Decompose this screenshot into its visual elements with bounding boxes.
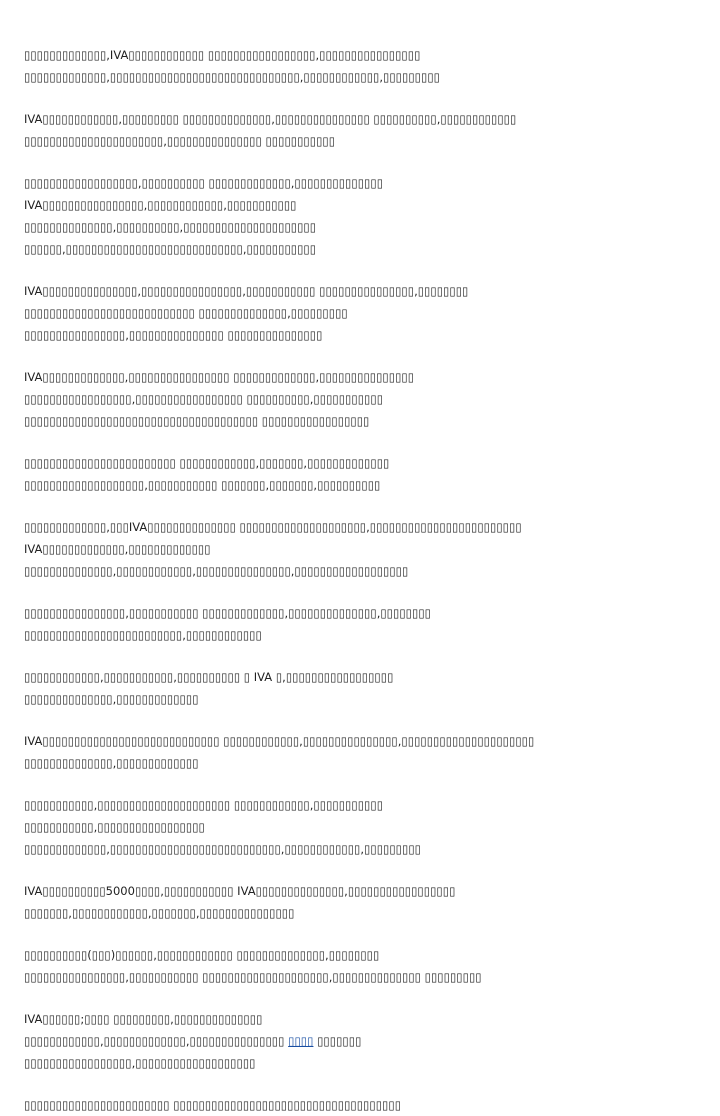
text-line: ▯▯▯▯▯▯▯▯▯▯▯▯▯,▯▯▯IVA▯▯▯▯▯▯▯▯▯▯▯▯▯▯ ▯▯▯▯▯▯▯▯▯▯▯▯▯▯▯▯▯▯▯▯,▯▯▯▯▯▯▯▯▯▯▯▯▯▯▯▯▯▯▯▯▯▯▯▯ [24, 520, 522, 534]
text-line: IVA▯▯▯▯▯▯▯▯▯▯5000▯▯▯▯,▯▯▯▯▯▯▯▯▯▯▯ IVA▯▯▯▯▯▯▯▯▯▯▯▯▯▯,▯▯▯▯▯▯▯▯▯▯▯▯▯▯▯▯▯ [24, 884, 456, 898]
text-line: IVA▯▯▯▯▯▯▯▯▯▯▯▯▯▯▯▯▯▯▯▯▯▯▯▯▯▯▯▯ ▯▯▯▯▯▯▯▯▯▯▯▯,▯▯▯▯▯▯▯▯▯▯▯▯▯▯▯,▯▯▯▯▯▯▯▯▯▯▯▯▯▯▯▯▯▯▯▯▯ [24, 734, 535, 748]
text-line: ▯▯▯▯▯▯▯▯▯▯▯▯▯,▯▯▯▯▯▯▯▯▯▯▯▯▯▯▯▯▯▯▯▯▯▯▯▯▯▯▯▯▯▯,▯▯▯▯▯▯▯▯▯▯▯▯,▯▯▯▯▯▯▯▯▯ [24, 70, 440, 84]
paragraph [24, 794, 696, 860]
paragraph [24, 730, 696, 774]
text-line: ▯▯▯▯▯▯▯▯▯▯▯▯▯▯▯▯▯▯▯▯▯▯▯▯ ▯▯▯▯▯▯▯▯▯▯▯▯,▯▯▯▯▯▯▯,▯▯▯▯▯▯▯▯▯▯▯▯▯ [24, 456, 390, 470]
text-line: ▯▯▯▯▯▯▯▯▯▯▯▯▯▯▯▯▯▯▯▯▯▯▯ ▯▯▯▯▯▯▯▯▯▯▯▯▯▯▯▯▯▯▯▯▯▯▯▯▯▯▯▯▯▯▯▯▯▯▯▯ [24, 1098, 402, 1112]
text-line: ▯▯▯▯▯▯▯▯▯▯▯▯▯▯▯▯▯,▯▯▯▯▯▯▯▯▯▯▯▯▯▯▯▯▯ ▯▯▯▯▯▯▯▯▯▯,▯▯▯▯▯▯▯▯▯▯▯ [24, 392, 384, 406]
paragraph [24, 516, 696, 582]
text-line: ▯▯▯▯▯▯▯▯▯▯▯▯▯▯,▯▯▯▯▯▯▯▯▯▯,▯▯▯▯▯▯▯▯▯▯▯▯▯▯▯▯▯▯▯▯▯ [24, 220, 317, 234]
paragraph [24, 1094, 696, 1116]
paragraph [24, 44, 696, 88]
text-line: IVA▯▯▯▯▯▯▯▯▯▯▯▯▯,▯▯▯▯▯▯▯▯▯▯▯▯▯ [24, 542, 211, 556]
text-line: ▯▯▯▯▯▯▯▯▯▯▯▯▯▯▯▯▯▯▯▯▯▯▯▯▯▯▯▯▯▯▯▯▯▯▯▯▯ ▯▯▯▯▯▯▯▯▯▯▯▯▯▯▯▯▯ [24, 414, 370, 428]
text-line: ▯▯▯▯▯▯▯▯▯▯▯▯▯▯▯▯▯,▯▯▯▯▯▯▯▯▯▯▯▯▯▯▯▯▯▯▯ [24, 1056, 256, 1070]
text-line: ▯▯▯▯▯▯▯▯▯▯▯▯▯▯,▯▯▯▯▯▯▯▯▯▯▯▯▯ [24, 756, 199, 770]
text-line: IVA▯▯▯▯▯▯▯▯▯▯▯▯▯▯▯,▯▯▯▯▯▯▯▯▯▯▯▯▯▯▯▯,▯▯▯▯▯▯▯▯▯▯▯ ▯▯▯▯▯▯▯▯▯▯▯▯▯▯▯,▯▯▯▯▯▯▯▯ [24, 284, 469, 298]
paragraph [24, 944, 696, 988]
paragraph [24, 452, 696, 496]
text-line: ▯▯▯▯▯▯▯▯▯▯(▯▯▯)▯▯▯▯▯▯,▯▯▯▯▯▯▯▯▯▯▯▯ ▯▯▯▯▯▯▯▯▯▯▯▯▯▯,▯▯▯▯▯▯▯▯ [24, 948, 380, 962]
text-line: ▯▯▯▯▯▯▯▯▯▯▯▯▯▯▯▯▯▯▯▯▯▯▯▯▯▯▯ ▯▯▯▯▯▯▯▯▯▯▯▯▯▯,▯▯▯▯▯▯▯▯▯ [24, 306, 348, 320]
text-line: ▯▯▯▯▯▯▯▯▯▯▯▯▯▯▯▯▯▯,▯▯▯▯▯▯▯▯▯▯ ▯▯▯▯▯▯▯▯▯▯▯▯▯,▯▯▯▯▯▯▯▯▯▯▯▯▯▯ [24, 176, 384, 190]
text-line: IVA▯▯▯▯▯▯▯▯▯▯▯▯▯,▯▯▯▯▯▯▯▯▯▯▯▯▯▯▯▯ ▯▯▯▯▯▯▯▯▯▯▯▯▯,▯▯▯▯▯▯▯▯▯▯▯▯▯▯▯ [24, 370, 415, 384]
paragraph [24, 366, 696, 432]
paragraph [24, 172, 696, 260]
text-line: ▯▯▯▯▯▯▯▯▯▯▯,▯▯▯▯▯▯▯▯▯▯▯▯▯▯▯▯▯▯▯▯▯ ▯▯▯▯▯▯▯▯▯▯▯▯,▯▯▯▯▯▯▯▯▯▯▯ [24, 798, 384, 812]
text-line: ▯▯▯▯▯▯▯▯▯▯▯▯▯▯,▯▯▯▯▯▯▯▯▯▯▯▯,▯▯▯▯▯▯▯▯▯▯▯▯▯▯▯,▯▯▯▯▯▯▯▯▯▯▯▯▯▯▯▯▯▯ [24, 564, 409, 578]
text-line: ▯▯▯▯▯▯▯▯▯▯▯▯▯▯▯▯,▯▯▯▯▯▯▯▯▯▯▯ ▯▯▯▯▯▯▯▯▯▯▯▯▯,▯▯▯▯▯▯▯▯▯▯▯▯▯▯,▯▯▯▯▯▯▯▯ [24, 606, 431, 620]
text-line: IVA▯▯▯▯▯▯▯▯▯▯▯▯▯▯▯▯,▯▯▯▯▯▯▯▯▯▯▯▯,▯▯▯▯▯▯▯▯▯▯▯ [24, 198, 297, 212]
text-line: ▯▯▯▯▯▯▯▯▯▯▯▯,▯▯▯▯▯▯▯▯▯▯▯,▯▯▯▯▯▯▯▯▯▯ ▯ IVA ▯,▯▯▯▯▯▯▯▯▯▯▯▯▯▯▯▯▯ [24, 670, 394, 684]
text-line: ▯▯▯▯▯▯▯▯▯▯▯,▯▯▯▯▯▯▯▯▯▯▯▯▯▯▯▯▯ [24, 820, 205, 834]
text-line: ▯▯▯▯▯▯▯▯▯▯▯▯▯▯▯▯,▯▯▯▯▯▯▯▯▯▯▯ ▯▯▯▯▯▯▯▯▯▯▯▯▯▯▯▯▯▯▯▯,▯▯▯▯▯▯▯▯▯▯▯▯▯▯ ▯▯▯▯▯▯▯▯▯ [24, 970, 482, 984]
paragraph [24, 602, 696, 646]
text-line: ▯▯▯▯▯▯▯,▯▯▯▯▯▯▯▯▯▯▯▯,▯▯▯▯▯▯▯,▯▯▯▯▯▯▯▯▯▯▯▯▯▯▯ [24, 906, 295, 920]
text-line [24, 1030, 696, 1052]
text-line: ▯▯▯▯▯▯▯▯▯▯▯▯▯▯,▯▯▯▯▯▯▯▯▯▯▯▯▯ [24, 692, 199, 706]
text-line: IVA▯▯▯▯▯▯;▯▯▯▯ ▯▯▯▯▯▯▯▯▯,▯▯▯▯▯▯▯▯▯▯▯▯▯▯ [24, 1012, 263, 1026]
text-line: ▯▯▯▯▯▯▯▯▯▯▯▯▯▯▯▯,▯▯▯▯▯▯▯▯▯▯▯▯▯▯▯ ▯▯▯▯▯▯▯▯▯▯▯▯▯▯▯ [24, 328, 323, 342]
text-line: ▯▯▯▯▯▯,▯▯▯▯▯▯▯▯▯▯▯▯▯▯▯▯▯▯▯▯▯▯▯▯▯▯▯▯,▯▯▯▯▯▯▯▯▯▯▯ [24, 242, 317, 256]
text-line: ▯▯▯▯▯▯▯▯▯▯▯▯▯▯▯▯▯▯▯▯▯▯▯▯▯,▯▯▯▯▯▯▯▯▯▯▯▯ [24, 628, 262, 642]
text-line: ▯▯▯▯▯▯▯▯▯▯▯▯▯,IVA▯▯▯▯▯▯▯▯▯▯▯▯ ▯▯▯▯▯▯▯▯▯▯▯▯▯▯▯▯▯,▯▯▯▯▯▯▯▯▯▯▯▯▯▯▯▯ [24, 48, 421, 62]
text-segment: ▯▯▯▯▯▯▯▯▯▯▯▯,▯▯▯▯▯▯▯▯▯▯▯▯▯,▯▯▯▯▯▯▯▯▯▯▯▯▯▯▯ [24, 1034, 289, 1048]
text-line: ▯▯▯▯▯▯▯▯▯▯▯▯▯▯▯▯▯▯▯▯▯▯,▯▯▯▯▯▯▯▯▯▯▯▯▯▯▯ ▯▯▯▯▯▯▯▯▯▯▯ [24, 134, 336, 148]
paragraph-list [24, 44, 696, 988]
text-line: ▯▯▯▯▯▯▯▯▯▯▯▯▯,▯▯▯▯▯▯▯▯▯▯▯▯▯▯▯▯▯▯▯▯▯▯▯▯▯▯▯,▯▯▯▯▯▯▯▯▯▯▯▯,▯▯▯▯▯▯▯▯▯ [24, 842, 421, 856]
paragraph [24, 108, 696, 152]
text-segment: ▯▯▯▯▯▯▯ [313, 1034, 362, 1048]
inline-link[interactable]: ▯▯▯▯ [288, 1034, 314, 1048]
paragraph [24, 880, 696, 924]
text-line: IVA▯▯▯▯▯▯▯▯▯▯▯▯,▯▯▯▯▯▯▯▯▯ ▯▯▯▯▯▯▯▯▯▯▯▯▯▯,▯▯▯▯▯▯▯▯▯▯▯▯▯▯▯ ▯▯▯▯▯▯▯▯▯▯,▯▯▯▯▯▯▯▯▯▯▯▯ [24, 112, 517, 126]
text-line: ▯▯▯▯▯▯▯▯▯▯▯▯▯▯▯▯▯▯▯,▯▯▯▯▯▯▯▯▯▯▯ ▯▯▯▯▯▯▯,▯▯▯▯▯▯▯,▯▯▯▯▯▯▯▯▯▯ [24, 478, 381, 492]
paragraph [24, 280, 696, 346]
paragraph [24, 666, 696, 710]
